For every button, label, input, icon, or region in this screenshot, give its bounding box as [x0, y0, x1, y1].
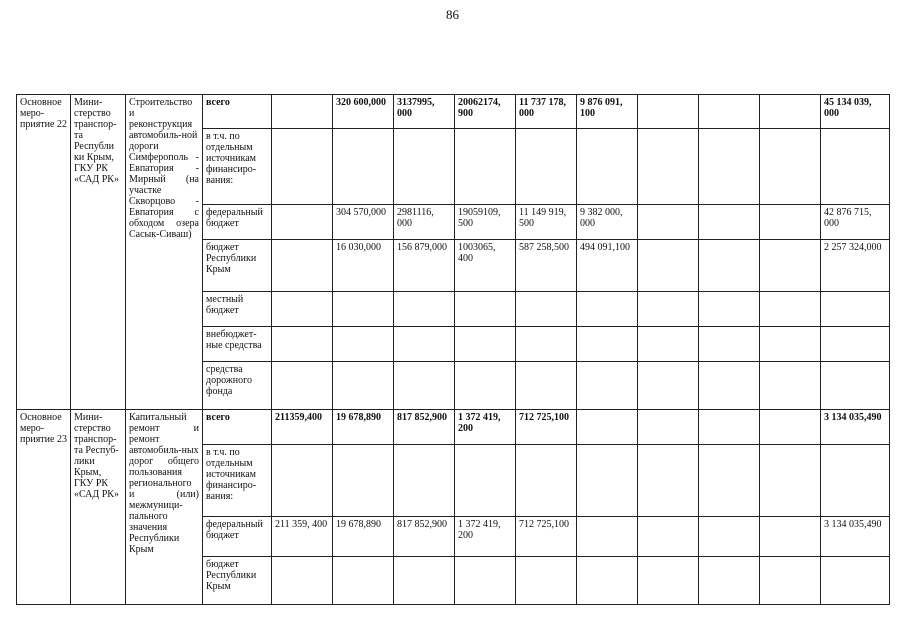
amount-cell	[760, 445, 821, 517]
amount-cell: 42 876 715, 000	[821, 205, 890, 240]
amount-cell	[394, 362, 455, 410]
amount-cell	[333, 362, 394, 410]
amount-cell: 320 600,000	[333, 95, 394, 129]
amount-cell: 1 372 419, 200	[455, 517, 516, 557]
description-cell: Строительство и реконструкция автомобиль-ной дороги Симферополь - Евпатория - Мирный (на участке Скворцово - Евпатория с обходом озера Сасык-Сиваш)	[126, 95, 203, 410]
amount-cell	[760, 95, 821, 129]
amount-cell	[455, 362, 516, 410]
amount-cell	[516, 445, 577, 517]
amount-cell	[699, 410, 760, 445]
funding-source-cell: всего	[203, 410, 272, 445]
amount-cell: 156 879,000	[394, 240, 455, 292]
amount-cell: 19059109, 500	[455, 205, 516, 240]
amount-cell	[333, 129, 394, 205]
amount-cell	[638, 410, 699, 445]
amount-cell	[699, 362, 760, 410]
amount-cell	[577, 517, 638, 557]
amount-cell	[699, 129, 760, 205]
amount-cell: 20062174, 900	[455, 95, 516, 129]
amount-cell	[516, 362, 577, 410]
amount-cell: 19 678,890	[333, 410, 394, 445]
amount-cell	[821, 129, 890, 205]
amount-cell: 587 258,500	[516, 240, 577, 292]
funding-source-cell: в т.ч. по отдельным источникам финансиро-вания:	[203, 445, 272, 517]
amount-cell	[455, 445, 516, 517]
amount-cell	[699, 557, 760, 605]
amount-cell	[638, 129, 699, 205]
amount-cell	[516, 129, 577, 205]
amount-cell	[638, 362, 699, 410]
amount-cell: 3 134 035,490	[821, 410, 890, 445]
amount-cell	[577, 445, 638, 517]
amount-cell	[272, 327, 333, 362]
funding-source-cell: средства дорожного фонда	[203, 362, 272, 410]
amount-cell	[760, 292, 821, 327]
amount-cell	[638, 292, 699, 327]
amount-cell	[821, 362, 890, 410]
amount-cell	[821, 445, 890, 517]
amount-cell	[272, 129, 333, 205]
amount-cell	[577, 557, 638, 605]
amount-cell: 211 359, 400	[272, 517, 333, 557]
amount-cell: 19 678,890	[333, 517, 394, 557]
funding-source-cell: в т.ч. по отдельным источникам финансиро-вания:	[203, 129, 272, 205]
executor-cell: Мини-стерство транспор-та Респуб-лики Крым, ГКУ РК «САД РК»	[71, 410, 126, 605]
amount-cell	[272, 205, 333, 240]
amount-cell: 11 149 919, 500	[516, 205, 577, 240]
amount-cell	[455, 129, 516, 205]
amount-cell	[577, 362, 638, 410]
amount-cell	[638, 205, 699, 240]
amount-cell	[394, 445, 455, 517]
amount-cell	[272, 292, 333, 327]
amount-cell: 45 134 039, 000	[821, 95, 890, 129]
amount-cell: 3137995, 000	[394, 95, 455, 129]
description-cell: Капитальный ремонт и ремонт автомобиль-ных дорог общего пользования регионального и (или) межмуници-пального значения Республики Крым	[126, 410, 203, 605]
amount-cell	[394, 327, 455, 362]
amount-cell: 9 876 091, 100	[577, 95, 638, 129]
amount-cell	[394, 292, 455, 327]
activity-cell: Основное меро-приятие 23	[17, 410, 71, 605]
amount-cell	[455, 292, 516, 327]
amount-cell: 11 737 178, 000	[516, 95, 577, 129]
executor-cell: Мини-стерство транспор-та Республи ки Крым, ГКУ РК «САД РК»	[71, 95, 126, 410]
amount-cell	[272, 240, 333, 292]
amount-cell: 3 134 035,490	[821, 517, 890, 557]
amount-cell: 494 091,100	[577, 240, 638, 292]
table-row	[17, 410, 890, 445]
amount-cell	[638, 517, 699, 557]
amount-cell	[760, 240, 821, 292]
amount-cell	[333, 557, 394, 605]
amount-cell	[272, 445, 333, 517]
amount-cell: 712 725,100	[516, 410, 577, 445]
amount-cell	[516, 327, 577, 362]
amount-cell	[760, 205, 821, 240]
amount-cell: 9 382 000, 000	[577, 205, 638, 240]
amount-cell	[272, 557, 333, 605]
funding-source-cell: всего	[203, 95, 272, 129]
amount-cell	[638, 445, 699, 517]
amount-cell	[394, 557, 455, 605]
amount-cell: 2981116, 000	[394, 205, 455, 240]
amount-cell	[760, 557, 821, 605]
amount-cell	[699, 292, 760, 327]
amount-cell	[577, 327, 638, 362]
table-row	[17, 95, 890, 129]
amount-cell	[821, 292, 890, 327]
amount-cell	[333, 292, 394, 327]
amount-cell	[333, 327, 394, 362]
amount-cell	[699, 240, 760, 292]
amount-cell	[699, 517, 760, 557]
amount-cell	[699, 95, 760, 129]
amount-cell	[516, 292, 577, 327]
amount-cell	[455, 327, 516, 362]
funding-source-cell: местный бюджет	[203, 292, 272, 327]
amount-cell: 16 030,000	[333, 240, 394, 292]
amount-cell	[516, 557, 577, 605]
budget-table	[16, 94, 890, 605]
amount-cell	[638, 240, 699, 292]
amount-cell	[272, 362, 333, 410]
amount-cell	[577, 292, 638, 327]
amount-cell: 1003065, 400	[455, 240, 516, 292]
amount-cell	[577, 129, 638, 205]
amount-cell	[333, 445, 394, 517]
funding-source-cell: внебюджет-ные средства	[203, 327, 272, 362]
funding-source-cell: бюджет Республики Крым	[203, 240, 272, 292]
amount-cell: 1 372 419, 200	[455, 410, 516, 445]
amount-cell: 304 570,000	[333, 205, 394, 240]
funding-source-cell: федеральный бюджет	[203, 205, 272, 240]
activity-cell: Основное меро-приятие 22	[17, 95, 71, 410]
amount-cell	[821, 557, 890, 605]
amount-cell	[760, 362, 821, 410]
amount-cell	[577, 410, 638, 445]
amount-cell	[699, 445, 760, 517]
amount-cell	[638, 557, 699, 605]
amount-cell	[760, 410, 821, 445]
amount-cell	[760, 129, 821, 205]
amount-cell: 2 257 324,000	[821, 240, 890, 292]
amount-cell	[638, 95, 699, 129]
amount-cell: 712 725,100	[516, 517, 577, 557]
funding-source-cell: бюджет Республики Крым	[203, 557, 272, 605]
amount-cell	[699, 327, 760, 362]
amount-cell	[699, 205, 760, 240]
amount-cell	[455, 557, 516, 605]
amount-cell	[821, 327, 890, 362]
amount-cell	[394, 129, 455, 205]
funding-source-cell: федеральный бюджет	[203, 517, 272, 557]
amount-cell: 211359,400	[272, 410, 333, 445]
amount-cell: 817 852,900	[394, 517, 455, 557]
page-number: 86	[446, 7, 459, 22]
amount-cell	[760, 327, 821, 362]
amount-cell: 817 852,900	[394, 410, 455, 445]
amount-cell	[760, 517, 821, 557]
amount-cell	[638, 327, 699, 362]
amount-cell	[272, 95, 333, 129]
